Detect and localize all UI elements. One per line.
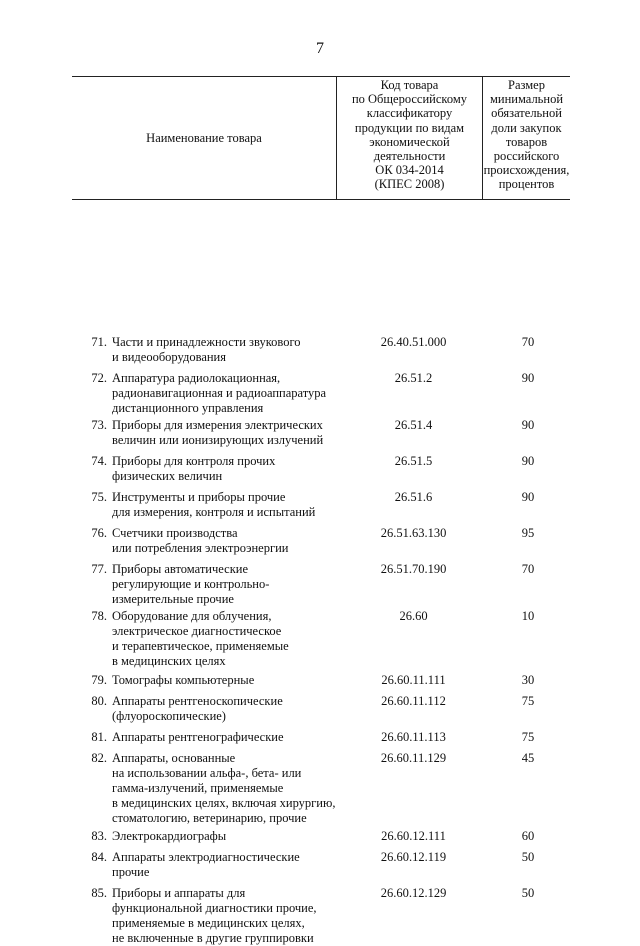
table-row	[72, 694, 570, 724]
row-goods-code: 26.40.51.000	[380, 335, 447, 349]
row-goods-name: Части и принадлежности звукового и видеооборудования	[112, 335, 301, 364]
row-number: 73.	[91, 418, 107, 432]
table-row	[72, 526, 570, 556]
row-goods-name: Аппаратура радиолокационная, радионавигационная и радиоаппаратура дистанционного управления	[112, 371, 327, 415]
table-row	[72, 490, 570, 520]
row-number: 74.	[91, 454, 107, 468]
table-row	[72, 609, 570, 669]
table-row	[72, 829, 570, 844]
row-min-share: 45	[521, 751, 535, 765]
row-number: 85.	[91, 886, 107, 900]
table-row	[72, 335, 570, 365]
row-number: 83.	[91, 829, 107, 843]
row-number: 77.	[91, 562, 107, 576]
row-min-share: 90	[521, 490, 535, 504]
row-goods-name: Аппараты рентгенографические	[112, 730, 284, 744]
row-min-share: 30	[521, 673, 535, 687]
row-goods-code: 26.60.11.129	[380, 751, 447, 765]
row-min-share: 50	[521, 886, 535, 900]
row-min-share: 75	[521, 730, 535, 744]
row-number: 72.	[91, 371, 107, 385]
row-goods-name: Счетчики производства или потребления электроэнергии	[112, 526, 289, 555]
row-goods-code: 26.51.4	[394, 418, 433, 432]
row-goods-code: 26.51.5	[394, 454, 433, 468]
row-number: 76.	[91, 526, 107, 540]
row-goods-name: Оборудование для облучения, электрическое диагностическое и терапевтическое, применяемые в медицинских целях	[112, 609, 289, 668]
row-goods-code: 26.60.11.111	[381, 673, 446, 687]
row-min-share: 95	[521, 526, 535, 540]
row-number: 80.	[91, 694, 107, 708]
table-header	[72, 76, 570, 200]
row-goods-name: Томографы компьютерные	[112, 673, 255, 687]
row-goods-name: Приборы для измерения электрических величин или ионизирующих излучений	[112, 418, 324, 447]
row-goods-code: 26.60.12.129	[380, 886, 447, 900]
table-row	[72, 562, 570, 607]
table-row	[72, 418, 570, 448]
header-goods-code: Код товара по Общероссийскому классификатору продукции по видам экономической деятельности ОК 034-2014 (КПЕС 2008)	[336, 77, 483, 199]
row-goods-name: Приборы и аппараты для функциональной диагностики прочие, применяемые в медицинских целях, не включенные в другие группировки	[112, 886, 317, 945]
row-number: 71.	[91, 335, 107, 349]
table-row	[72, 751, 570, 826]
row-min-share: 75	[521, 694, 535, 708]
table-row	[72, 850, 570, 880]
row-goods-code: 26.60.11.112	[381, 694, 446, 708]
row-number: 78.	[91, 609, 107, 623]
row-goods-code: 26.60	[399, 609, 428, 623]
goods-table	[72, 76, 570, 945]
row-goods-code: 26.60.12.111	[381, 829, 446, 843]
row-goods-code: 26.51.70.190	[380, 562, 447, 576]
row-goods-name: Электрокардиографы	[112, 829, 227, 843]
table-row	[72, 673, 570, 688]
header-goods-name: Наименование товара	[146, 130, 262, 145]
row-goods-name: Приборы автоматические регулирующие и контрольно- измерительные прочие	[112, 562, 270, 606]
page-number: 7	[316, 40, 324, 57]
row-number: 75.	[91, 490, 107, 504]
row-min-share: 10	[521, 609, 535, 623]
row-min-share: 50	[521, 850, 535, 864]
row-min-share: 60	[521, 829, 535, 843]
row-number: 81.	[91, 730, 107, 744]
table-row	[72, 371, 570, 416]
row-goods-code: 26.51.6	[394, 490, 433, 504]
row-goods-name: Аппараты рентгеноскопические (флуороскопические)	[112, 694, 283, 723]
row-goods-name: Аппараты, основанные на использовании альфа-, бета- или гамма-излучений, применяемые в медицинских целях, включая хирургию, стоматологию, ветеринарию, прочие	[112, 751, 336, 825]
row-goods-name: Аппараты электродиагностические прочие	[112, 850, 300, 879]
table-row	[72, 454, 570, 484]
row-goods-code: 26.60.12.119	[380, 850, 447, 864]
table-row	[72, 886, 570, 946]
row-min-share: 70	[521, 335, 535, 349]
row-goods-code: 26.51.2	[394, 371, 433, 385]
row-goods-name: Инструменты и приборы прочие для измерения, контроля и испытаний	[112, 490, 316, 519]
row-min-share: 90	[521, 418, 535, 432]
row-goods-name: Приборы для контроля прочих физических величин	[112, 454, 276, 483]
row-number: 82.	[91, 751, 107, 765]
row-min-share: 90	[521, 454, 535, 468]
row-number: 84.	[91, 850, 107, 864]
row-goods-code: 26.60.11.113	[381, 730, 446, 744]
header-min-share: Размер минимальной обязательной доли закупок товаров российского происхождения, процентов	[483, 78, 570, 192]
row-min-share: 70	[521, 562, 535, 576]
row-min-share: 90	[521, 371, 535, 385]
row-goods-code: 26.51.63.130	[380, 526, 447, 540]
table-row	[72, 730, 570, 745]
row-number: 79.	[91, 673, 107, 687]
